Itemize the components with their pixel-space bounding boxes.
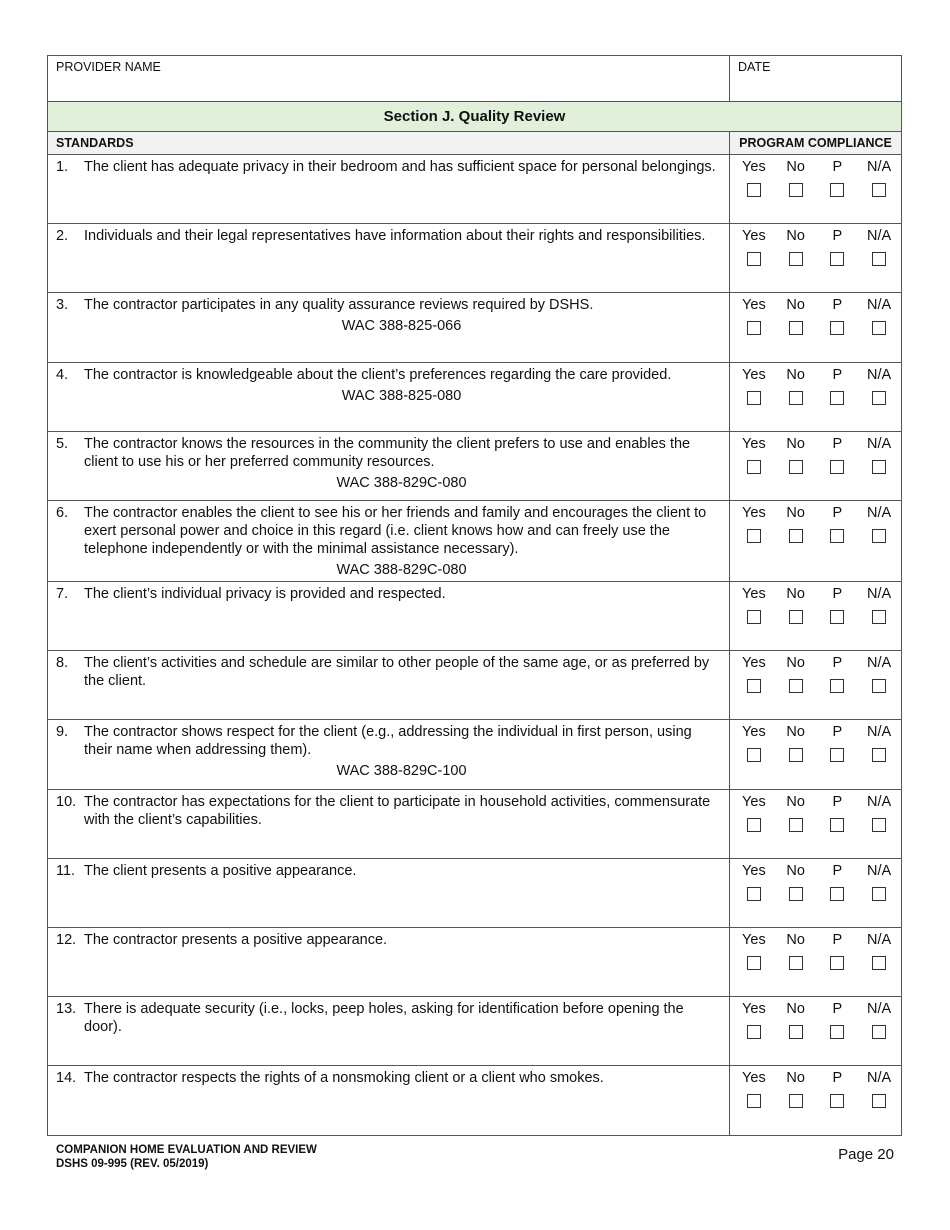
standard-number: 6. (56, 504, 69, 521)
checkbox-yes[interactable] (747, 460, 761, 474)
standard-number: 4. (56, 366, 69, 383)
compliance-cell (730, 293, 901, 361)
page-number: Page 20 (838, 1146, 894, 1163)
checkbox-yes[interactable] (747, 1094, 761, 1108)
option-no (774, 723, 818, 762)
standard-row (48, 651, 901, 720)
standard-row (48, 720, 901, 789)
compliance-cell (730, 582, 901, 650)
checkbox-yes[interactable] (747, 1025, 761, 1039)
checkbox-no[interactable] (789, 252, 803, 266)
option-na (857, 862, 901, 901)
option-no (774, 435, 818, 474)
option-label: Yes (742, 366, 766, 383)
option-no (774, 504, 818, 543)
option-na (857, 435, 901, 474)
standard-text-cell (48, 997, 730, 1065)
standard-row (48, 928, 901, 997)
option-label: P (832, 504, 843, 521)
compliance-cell (730, 720, 901, 788)
checkbox-p[interactable] (830, 529, 844, 543)
option-yes (734, 862, 774, 901)
standard-text: The contractor respects the rights of a nonsmoking client or a client who smokes. (84, 1070, 604, 1087)
wac-reference: WAC 388-829C-080 (336, 561, 467, 578)
option-no (774, 366, 818, 405)
option-label: N/A (867, 366, 892, 383)
option-label: N/A (867, 1001, 892, 1018)
checkbox-yes[interactable] (747, 956, 761, 970)
standard-text: The client presents a positive appearance. (84, 862, 357, 879)
standard-text: The contractor has expectations for the client to participate in household activities, commensurate with the client’s capabilities. (84, 793, 711, 828)
checkbox-no[interactable] (789, 529, 803, 543)
option-label: Yes (742, 724, 766, 741)
standard-row (48, 1066, 901, 1135)
option-label: No (786, 366, 805, 383)
compliance-cell (730, 155, 901, 223)
checkbox-yes[interactable] (747, 391, 761, 405)
option-p (818, 227, 858, 266)
option-label: No (786, 724, 805, 741)
standard-row (48, 501, 901, 582)
standard-text-cell (48, 1066, 730, 1135)
checkbox-yes[interactable] (747, 252, 761, 266)
compliance-cell (730, 363, 901, 431)
option-label: No (786, 585, 805, 602)
option-no (774, 1000, 818, 1039)
standard-number: 3. (56, 297, 69, 314)
option-label: P (832, 862, 843, 879)
option-label: P (832, 585, 843, 602)
checkbox-no[interactable] (789, 818, 803, 832)
option-label: N/A (867, 793, 892, 810)
wac-reference: WAC 388-825-080 (341, 387, 462, 404)
standard-text: Individuals and their legal representatives have information about their rights and responsibilities. (84, 228, 706, 245)
option-label: Yes (742, 297, 766, 314)
option-label: P (832, 931, 843, 948)
checkbox-p[interactable] (830, 818, 844, 832)
date-field[interactable] (730, 56, 901, 101)
standard-text: The contractor enables the client to see his or her friends and family and encourages the client to exert personal power and choice in this regard (i.e. client knows how and can freely use the telephone independently or with the minimal assistance necessary). (84, 504, 707, 557)
checkbox-p[interactable] (830, 321, 844, 335)
compliance-cell (730, 997, 901, 1065)
option-yes (734, 1000, 774, 1039)
option-label: Yes (742, 228, 766, 245)
option-label: N/A (867, 228, 892, 245)
standard-text-cell (48, 720, 730, 788)
option-yes (734, 435, 774, 474)
provider-name-field[interactable] (48, 56, 730, 101)
checkbox-na[interactable] (872, 321, 886, 335)
option-no (774, 931, 818, 970)
option-na (857, 723, 901, 762)
option-label: No (786, 159, 805, 175)
standard-number: 7. (56, 585, 69, 602)
form-number: DSHS 09-995 (REV. 05/2019) (56, 1158, 209, 1170)
option-label: Yes (742, 655, 766, 672)
option-label: P (832, 366, 843, 383)
option-label: P (832, 1001, 843, 1018)
option-label: No (786, 1001, 805, 1018)
standard-text-cell (48, 155, 730, 223)
checkbox-no[interactable] (789, 610, 803, 624)
option-no (774, 296, 818, 335)
option-label: Yes (742, 1070, 766, 1087)
option-na (857, 366, 901, 405)
checkbox-p[interactable] (830, 460, 844, 474)
option-yes (734, 723, 774, 762)
standard-text-cell (48, 224, 730, 292)
standard-text: The client’s individual privacy is provided and respected. (84, 585, 446, 602)
standard-text: The contractor is knowledgeable about the client’s preferences regarding the care provided. (84, 366, 672, 383)
program-compliance-header: PROGRAM COMPLIANCE (739, 136, 892, 150)
standard-number: 12. (56, 931, 77, 948)
option-yes (734, 585, 774, 624)
option-p (818, 1069, 858, 1108)
wac-reference: WAC 388-829C-100 (336, 763, 467, 780)
header-row (48, 56, 901, 102)
wac-reference: WAC 388-829C-080 (336, 474, 467, 491)
checkbox-no[interactable] (789, 679, 803, 693)
option-label: No (786, 862, 805, 879)
standard-number: 9. (56, 724, 69, 741)
checkbox-p[interactable] (830, 610, 844, 624)
page-footer (56, 1143, 896, 1171)
standard-number: 8. (56, 655, 69, 672)
standard-number: 2. (56, 228, 69, 245)
standard-text: The contractor shows respect for the client (e.g., addressing the individual in first person, using their name when addressing them). (84, 724, 692, 759)
option-label: N/A (867, 1070, 892, 1087)
standard-text-cell (48, 582, 730, 650)
date-label: DATE (738, 60, 771, 74)
option-label: P (832, 655, 843, 672)
checkbox-p[interactable] (830, 956, 844, 970)
option-label: Yes (742, 159, 766, 175)
standard-row (48, 790, 901, 859)
standard-number: 11. (56, 862, 76, 879)
checkbox-p[interactable] (830, 679, 844, 693)
option-na (857, 585, 901, 624)
option-yes (734, 793, 774, 832)
option-p (818, 435, 858, 474)
checkbox-yes[interactable] (747, 529, 761, 543)
option-label: P (832, 435, 843, 452)
option-na (857, 1069, 901, 1108)
standard-text-cell (48, 651, 730, 719)
option-label: No (786, 1070, 805, 1087)
option-yes (734, 654, 774, 693)
standard-text-cell (48, 293, 730, 361)
option-label: Yes (742, 435, 766, 452)
option-p (818, 158, 858, 197)
checkbox-no[interactable] (789, 460, 803, 474)
standard-row (48, 155, 901, 224)
option-p (818, 862, 858, 901)
checkbox-yes[interactable] (747, 183, 761, 197)
option-label: Yes (742, 1001, 766, 1018)
compliance-cell (730, 224, 901, 292)
checkbox-yes[interactable] (747, 679, 761, 693)
option-label: N/A (867, 655, 892, 672)
standard-number: 10. (56, 793, 77, 810)
option-na (857, 504, 901, 543)
column-header-row (48, 132, 901, 155)
option-label: N/A (867, 862, 892, 879)
option-p (818, 366, 858, 405)
option-no (774, 793, 818, 832)
checkbox-yes[interactable] (747, 321, 761, 335)
option-no (774, 227, 818, 266)
option-label: No (786, 793, 805, 810)
option-p (818, 931, 858, 970)
standards-list (48, 155, 901, 1135)
option-label: Yes (742, 793, 766, 810)
option-label: P (832, 793, 843, 810)
checkbox-p[interactable] (830, 183, 844, 197)
option-na (857, 227, 901, 266)
option-yes (734, 504, 774, 543)
standard-row (48, 582, 901, 651)
checkbox-na[interactable] (872, 252, 886, 266)
option-label: No (786, 504, 805, 521)
option-label: N/A (867, 297, 892, 314)
option-label: P (832, 724, 843, 741)
compliance-cell (730, 501, 901, 581)
option-na (857, 931, 901, 970)
checkbox-p[interactable] (830, 748, 844, 762)
standard-text-cell (48, 501, 730, 581)
option-yes (734, 158, 774, 197)
compliance-cell (730, 432, 901, 500)
standard-text-cell (48, 928, 730, 996)
standard-text-cell (48, 790, 730, 858)
option-label: No (786, 931, 805, 948)
option-p (818, 296, 858, 335)
standard-row (48, 293, 901, 362)
checkbox-na[interactable] (872, 956, 886, 970)
checkbox-p[interactable] (830, 887, 844, 901)
option-na (857, 1000, 901, 1039)
option-p (818, 654, 858, 693)
option-label: P (832, 1070, 843, 1087)
section-title: Section J. Quality Review (48, 102, 901, 132)
checkbox-p[interactable] (830, 1025, 844, 1039)
option-label: P (832, 228, 843, 245)
checkbox-no[interactable] (789, 391, 803, 405)
compliance-cell (730, 1066, 901, 1135)
standard-number: 5. (56, 435, 69, 452)
option-p (818, 723, 858, 762)
option-na (857, 654, 901, 693)
compliance-cell (730, 790, 901, 858)
option-label: N/A (867, 504, 892, 521)
checkbox-na[interactable] (872, 1025, 886, 1039)
checkbox-no[interactable] (789, 183, 803, 197)
checkbox-no[interactable] (789, 1094, 803, 1108)
standard-row (48, 997, 901, 1066)
option-label: N/A (867, 159, 892, 175)
option-label: N/A (867, 931, 892, 948)
standard-text-cell (48, 432, 730, 500)
option-yes (734, 931, 774, 970)
standards-header: STANDARDS (48, 132, 730, 154)
checkbox-na[interactable] (872, 679, 886, 693)
option-label: P (832, 297, 843, 314)
standard-text: The contractor presents a positive appearance. (84, 931, 388, 948)
standard-text: The contractor knows the resources in the community the client prefers to use and enables the client to use his or her preferred community resources. (84, 435, 691, 470)
option-no (774, 1069, 818, 1108)
option-no (774, 654, 818, 693)
option-yes (734, 296, 774, 335)
quality-review-form (47, 55, 902, 1136)
checkbox-no[interactable] (789, 956, 803, 970)
checkbox-na[interactable] (872, 610, 886, 624)
option-label: N/A (867, 724, 892, 741)
checkbox-na[interactable] (872, 460, 886, 474)
checkbox-p[interactable] (830, 252, 844, 266)
option-label: Yes (742, 504, 766, 521)
checkbox-yes[interactable] (747, 818, 761, 832)
option-label: No (786, 435, 805, 452)
standard-text: The contractor participates in any quality assurance reviews required by DSHS. (84, 297, 594, 314)
checkbox-na[interactable] (872, 529, 886, 543)
standard-row (48, 432, 901, 501)
checkbox-na[interactable] (872, 818, 886, 832)
standard-number: 13. (56, 1001, 77, 1018)
checkbox-no[interactable] (789, 1025, 803, 1039)
option-label: No (786, 655, 805, 672)
option-p (818, 793, 858, 832)
standard-row (48, 363, 901, 432)
checkbox-p[interactable] (830, 1094, 844, 1108)
compliance-cell (730, 859, 901, 927)
option-yes (734, 1069, 774, 1108)
compliance-cell (730, 651, 901, 719)
checkbox-na[interactable] (872, 748, 886, 762)
standard-number: 14. (56, 1070, 77, 1087)
option-p (818, 585, 858, 624)
standard-text: The client’s activities and schedule are similar to other people of the same age, or as preferred by the client. (84, 655, 710, 690)
checkbox-yes[interactable] (747, 610, 761, 624)
option-label: N/A (867, 585, 892, 602)
option-p (818, 1000, 858, 1039)
checkbox-yes[interactable] (747, 887, 761, 901)
provider-name-label: PROVIDER NAME (56, 60, 161, 74)
compliance-cell (730, 928, 901, 996)
checkbox-na[interactable] (872, 391, 886, 405)
checkbox-no[interactable] (789, 321, 803, 335)
option-p (818, 504, 858, 543)
option-label: Yes (742, 585, 766, 602)
standard-text-cell (48, 859, 730, 927)
checkbox-na[interactable] (872, 183, 886, 197)
option-yes (734, 366, 774, 405)
option-na (857, 158, 901, 197)
option-label: N/A (867, 435, 892, 452)
option-na (857, 793, 901, 832)
standard-text: There is adequate security (i.e., locks, peep holes, asking for identification before opening the door). (84, 1001, 684, 1036)
checkbox-yes[interactable] (747, 748, 761, 762)
checkbox-na[interactable] (872, 887, 886, 901)
checkbox-na[interactable] (872, 1094, 886, 1108)
standard-row (48, 859, 901, 928)
form-title: COMPANION HOME EVALUATION AND REVIEW (56, 1144, 317, 1156)
option-no (774, 862, 818, 901)
standard-number: 1. (56, 159, 69, 175)
standard-text-cell (48, 363, 730, 431)
option-no (774, 158, 818, 197)
option-label: P (832, 159, 843, 175)
option-label: Yes (742, 931, 766, 948)
option-no (774, 585, 818, 624)
checkbox-p[interactable] (830, 391, 844, 405)
option-na (857, 296, 901, 335)
checkbox-no[interactable] (789, 887, 803, 901)
option-yes (734, 227, 774, 266)
option-label: Yes (742, 862, 766, 879)
option-label: No (786, 297, 805, 314)
checkbox-no[interactable] (789, 748, 803, 762)
option-label: No (786, 228, 805, 245)
standard-row (48, 224, 901, 293)
wac-reference: WAC 388-825-066 (341, 318, 462, 335)
standard-text: The client has adequate privacy in their bedroom and has sufficient space for personal belongings. (84, 159, 716, 175)
